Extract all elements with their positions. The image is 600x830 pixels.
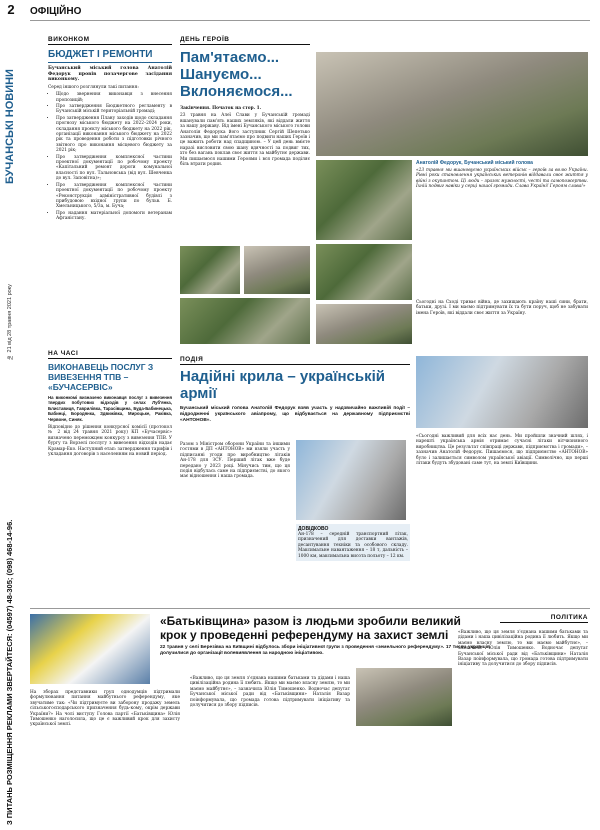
agenda-item: • Про затвердження Бюджетного регламенту в Бучанській міській територіальній громаді; [56,104,172,115]
politics-label-wrap [500,614,588,623]
brand-vertical: БУЧАНСЬКІ НОВИНИ [4,69,16,184]
executive-article [48,36,172,223]
agenda-item: • Про затвердження комплексної частини проектної документації по робочому проекту «Реконструкція адміністративної будівлі з прибудовою вхідної групи по бульв. Б. Хмельницького, 5/3а, м. Буча; [56,183,172,210]
article-lead: Бучанський міський голова Анатолій Федорук взяв участь у надзвичайно важливій події – відродженні українського авіапрому, що відбувається на державному підприємстві «АНТОНОВ». [180,406,410,423]
section-tab: ОФІЦІЙНО [30,6,82,17]
page-number: 2 [7,2,15,17]
agenda-item: • Щодо звернення виконавця з внесення пропозицій; [56,92,172,103]
article-lead: На виконкомі визначено виконавця послуг з вивезення твердих побутових відходів у селах Луб'янка, Блиставиця, Гаврилівка, Тарасівщина, Буда-Бабинецька, Бабинці, Бородянка, Здвижівка, Мироцьке, Раківка, Червоне, Синяк. [48,395,172,422]
politics-photo-2 [356,668,452,726]
section-label: ВИКОНКОМ [48,36,172,45]
agenda-item: • Про затвердження комплексної частини проектної документації по робочому проекту «Капітальний ремонт дороги комунальної власності по вул. Тальновська (від вул. Шевченка до вул. Заповітна)»; [56,155,172,182]
event-article [180,356,410,424]
article-title: ВИКОНАВЕЦЬ ПОСЛУГ З ВИВЕЗЕННЯ ТПВ – «БУЧАСЕРВІС» [48,362,154,392]
politics-body-right: «Важливо, що ця земля з'єднана нашими батьками та дідами і наша цивілізаційна родина її любить. Якщо ми маємо власну землю, то ми маємо майбутнє», – зазначила Юлія Тимошенко. Водночас депутат Бучанської міської ради від «Батьківщини» Наталія Вазар поінформувала, що громада готова підтримувати ініціативу та долучитися до збору підписів. [458,630,588,668]
issue-vertical: № 21 від 28 травня 2021 року [7,284,13,360]
article-body: 23 травня на Алеї Слави у Бучанській громаді вшанували пам'ять наших земляків, які віддали життя за нашу державу. Від імені Бучанського міського голови Анатолія Федорука його заступник Сергій Шепетько зазначив, що ми пам'ятаємо про подвиги наших Героїв і це важить роботи над спадщиною. – У цей день вмієте наразі висловити свою шану вдячності за подвиг тих, хто без вагань поклав своє життя за майбутнє держави. Ми пишаємося нашими Героями і вся громада поділяє біль втрати родин. [180,113,310,168]
quote-author: Анатолій Федорук, Бучанський міський голова [416,160,533,166]
header-rule [30,20,590,21]
politics-body: На зборах представники груп однодумців підтримали формулювання питання майбутнього референдуму, яке звучатиме так: «Чи підтримуєте ви заборону продажу земель сільськогосподарського призначення будь-кому, окрім держави України?» На чолі виступу Голова партії «Батьківщина» Юлія Тимошенко наголосила, що це є важливий крок для захисту української землі. [30,690,180,728]
memorial-photo-3 [180,298,310,344]
continued-note: Закінчення. Початок на стор. 1. [180,106,262,111]
note-head: ДОВІДКОВО [298,526,329,532]
section-label: ПОДІЯ [180,356,410,365]
article-title: Пам'ятаємо... Шануємо... Вклоняємося... [180,49,293,100]
politics-body-mid: «Важливо, що ця земля з'єднана нашими батьками та дідами і наша цивілізаційна родина її любить. Якщо ми маємо власну землю, то ми маємо майбутнє», – зазначила Юлія Тимошенко. Водночас депутат Бучанської міської ради від «Батьківщини» Наталія Вазар поінформувала, що громада готова підтримувати ініціативу та долучитися до збору підписів. [190,676,350,709]
agenda-item: • Про затвердження Плану заходів щодо складання прогнозу міського бюджету на 2022–2024 роки, складання проєкту міського бюджету на 2022 рік, організації виконання міського бюджету на 2022 рік та проведення роботи з підготовки річного звітного про виконання місцевого бюджету за 2021 рік; [56,116,172,154]
article-intro: Серед іншого розглянули такі питання: [48,84,139,90]
quote-text: «23 травня ми вшановуємо українських військ – героїв за волю України. Рівні роки становлення українських ветеранів віддавали своє життя у війні з окупантом. Ці люди – зразок мужності, честі та самопожертви. Їхній подвиг навіки у серці нашої громади. Слава Україні! Героям слава!» [416,168,588,190]
event-body-2: «Сьогодні важливий для всіх нас день. Ми пройшли значний шлях, і нарешті українська армія отримає сучасні літаки вітчизняного виробництва. Це результат співпраці держави, підприємства і громади», – зазначив Анатолій Федорук. Пишаємося, що підприємство «АНТОНОВ» було і залишається символом української авіації. Символічно, що перші літаки будуть збудовані саме тут, на землі Київщини. [416,434,588,467]
memorial-photo-1 [180,246,240,294]
bottom-section-rule [30,608,590,609]
memorial-article [180,36,310,167]
ads-vertical: З ПИТАНЬ РОЗМІЩЕННЯ РЕКЛАМИ ЗВЕРТАЙТЕСЯ: (04597) 48-305; (098) 468-14-96. [5,519,14,825]
note-text: Ан-178 – середній транспортний літак, призначений для доставки вантажів, десантування техніки та особового складу. Максимальне навантаження – 18 т, дальність – 1000 км, максимальна висота польоту – 12 км. [298,532,408,559]
agenda-list [48,92,172,221]
mayor-quote [416,160,588,190]
article-lead: 22 травня у селі Березівка на Київщині відбулось збори ініціативної групи з проведення «земельного референдуму». 17 тисяч українців долучилися до організації волевиявлення за народною ініціативою. [160,645,490,656]
memorial-body-2: Сьогодні на Сході триває війна, де захищають країну наші сини, брати, батьки, друзі. І ми маємо підтримувати їх та бути поруч, щоб не забувати імена Героїв, які віддали своє життя за Україну. [416,300,588,316]
article-title: «Батьківщина» разом із людьми зробили великий крок у проведенні референдуму на захист землі [160,614,461,642]
politics-photo [30,614,150,684]
event-photo-right [416,356,588,428]
memorial-photo-5 [316,304,412,344]
article-body: Відповідно до рішення конкурсної комісії (протокол № 2 від 24 травня 2021 року) КП «Бучасервіс» визначено переможцем конкурсу з вивезення ТПВ. У бургу та Ворзелі послугу з вивезення відходів надає Крамар-Еко. Наступний етап: затвердження тарифів і укладання договорів з населенням на новий період. [48,425,172,458]
politics-article [160,614,490,657]
memorial-photo-4 [316,244,412,300]
left-strip [0,0,22,830]
article-title: Надійні крила – українській армії [180,368,386,402]
contest-article [48,350,172,457]
section-label: ПОЛІТИКА [500,614,588,623]
article-title: БЮДЖЕТ І РЕМОНТИ [48,49,172,63]
article-lead: Бучанський міський голова Анатолій Федорук провів позачергове засідання виконкому. [48,66,172,83]
section-label: ДЕНЬ ГЕРОЇВ [180,36,310,45]
event-body: Разом з Міністром оборони України та іншими гостями в ДП «АНТОНОВ» ми взяли участь у підписанні угоди про виробництво літаків Ан-178 для ЗСУ. Перший літак вже буде передано у 2023 році. Мінучись тим, що ця подія відбулась саме на підприємстві, до якого має відношення і наша громада. [180,442,290,480]
memorial-photo-main [316,52,588,156]
memorial-photo-small [316,160,412,240]
event-note [296,524,410,561]
event-photo-plane [296,440,406,520]
memorial-photo-2 [244,246,310,294]
agenda-item: • Про надання матеріальної допомоги ветеранам Афганістану. [56,211,172,222]
section-label: НА ЧАСІ [48,350,172,359]
